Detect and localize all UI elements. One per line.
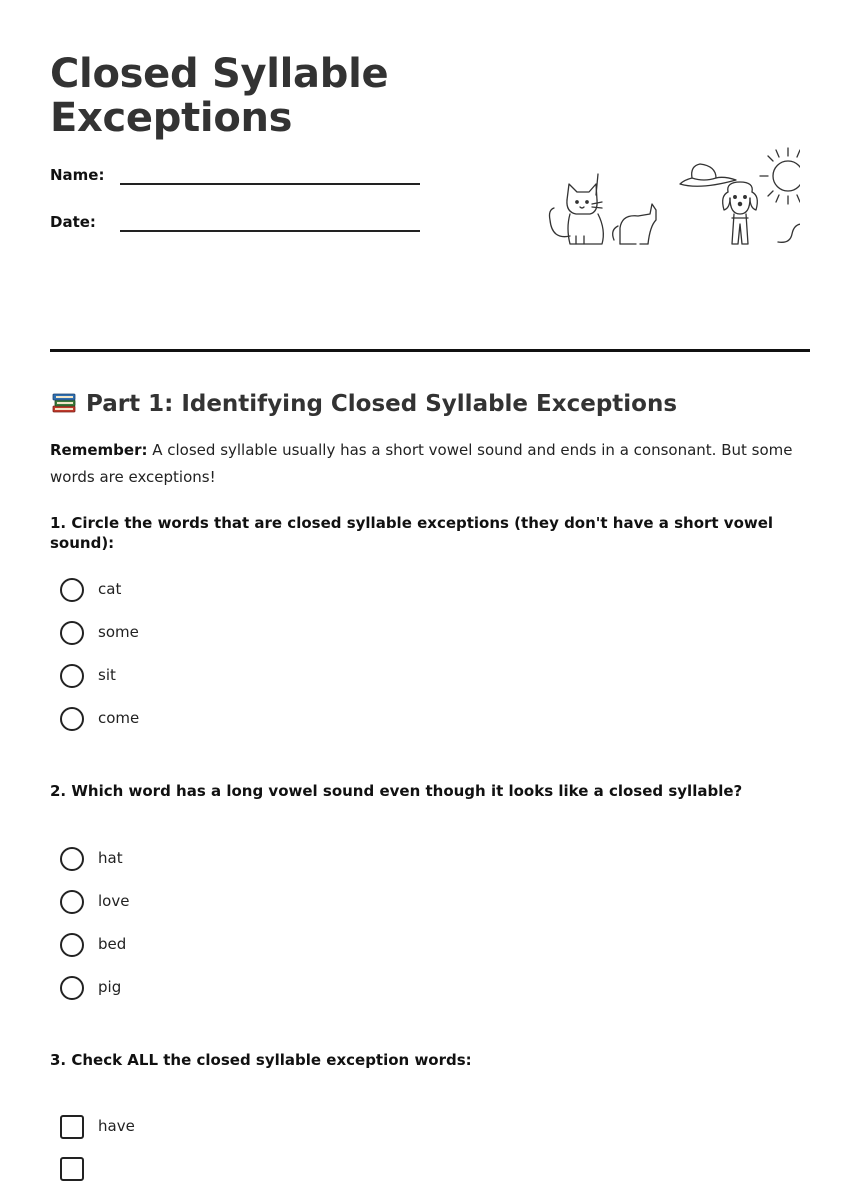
option-come[interactable] [60, 707, 360, 733]
part1-title: Part 1: Identifying Closed Syllable Exceptions [86, 391, 678, 417]
option-some[interactable] [60, 621, 360, 647]
option-bed[interactable] [60, 933, 360, 959]
title-line-1: Closed Syllable [50, 51, 389, 97]
name-line[interactable] [120, 183, 420, 185]
worm-icon [778, 224, 800, 242]
hat-icon [680, 164, 736, 186]
option-love[interactable] [60, 890, 360, 916]
option-label: have [98, 1117, 135, 1135]
radio-circle[interactable] [60, 621, 84, 645]
dog-icon [723, 182, 758, 244]
radio-circle[interactable] [60, 890, 84, 914]
question-2: 2. Which word has a long vowel sound even though it looks like a closed syllable? [50, 782, 743, 800]
radio-circle[interactable] [60, 976, 84, 1000]
date-line[interactable] [120, 230, 420, 232]
name-field[interactable] [50, 166, 420, 196]
sun-icon [760, 148, 800, 204]
option-label: cat [98, 580, 122, 598]
radio-circle[interactable] [60, 933, 84, 957]
option-sit[interactable] [60, 664, 360, 690]
dog-sitting-icon [613, 204, 656, 244]
remember-label: Remember: [50, 441, 148, 459]
option-pig[interactable] [60, 976, 360, 1002]
option-label: pig [98, 978, 122, 996]
date-label: Date: [50, 213, 96, 231]
part1-heading [50, 389, 677, 419]
remember-text: A closed syllable usually has a short vowel sound and ends in a consonant. But some words are exceptions! [50, 441, 793, 486]
radio-circle[interactable] [60, 578, 84, 602]
radio-circle[interactable] [60, 664, 84, 688]
date-field[interactable] [50, 213, 420, 243]
radio-circle[interactable] [60, 847, 84, 871]
books-icon [50, 389, 78, 415]
option-label: some [98, 623, 139, 641]
cat-icon [550, 174, 604, 244]
option-label: come [98, 709, 140, 727]
animals-illustration [540, 140, 800, 252]
option-hat[interactable] [60, 847, 360, 873]
question-3: 3. Check ALL the closed syllable exception words: [50, 1051, 472, 1069]
section-divider [50, 349, 810, 352]
title-line-2: Exceptions [50, 95, 293, 141]
question-1: 1. Circle the words that are closed syllable exceptions (they don't have a short vowel sound): [50, 514, 774, 552]
option-have[interactable] [60, 1115, 360, 1141]
option-label: love [98, 892, 130, 910]
option-label: bed [98, 935, 127, 953]
option-label: hat [98, 849, 123, 867]
option-cat[interactable] [60, 578, 360, 604]
option-label: sit [98, 666, 116, 684]
remember-note [50, 437, 810, 491]
worksheet-title [50, 52, 390, 140]
checkbox-square[interactable] [60, 1115, 84, 1139]
radio-circle[interactable] [60, 707, 84, 731]
name-label: Name: [50, 166, 105, 184]
